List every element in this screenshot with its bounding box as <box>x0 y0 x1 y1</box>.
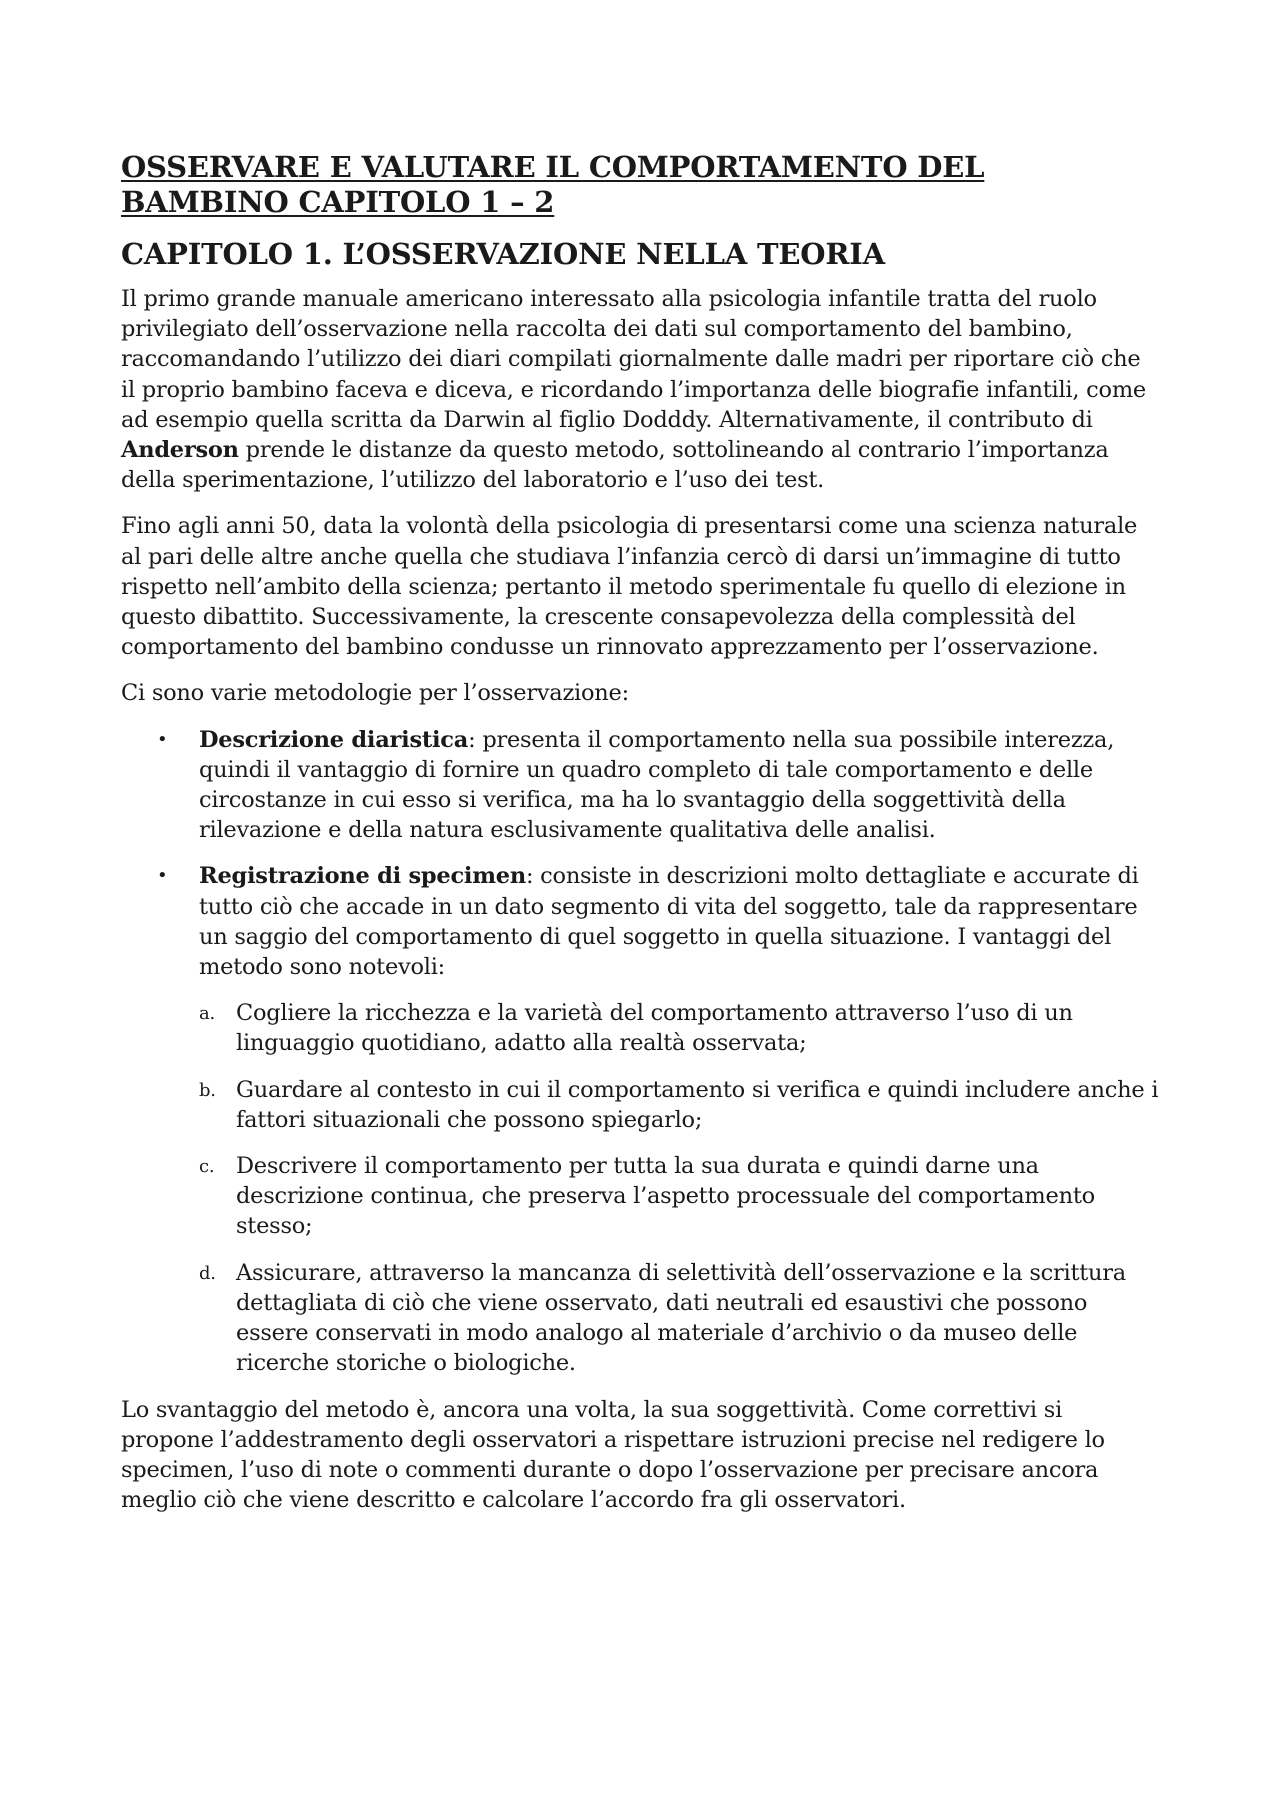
list-item <box>121 861 1161 1378</box>
list-item <box>199 1258 1161 1379</box>
list-item <box>199 998 1161 1058</box>
advantage-text: Descrivere il comportamento per tutta la sua durata e quindi darne una descrizione continua, che preserva l’aspetto processuale del comportamento stesso; <box>236 1153 1095 1240</box>
paragraph-intro-start: Il primo grande manuale americano interessato alla psicologia infantile tratta del ruolo privilegiato dell’osservazione nella raccolta dei dati sul comportamento del bambino, raccomandando l’utilizzo dei diari compilati giornalmente dalle madri per riportare ciò che il proprio bambino faceva e diceva, e ricordando l’importanza delle biografie infantili, come ad esempio quella scritta da Darwin al figlio Dodddy. Alternativamente, il contributo di <box>121 286 1146 433</box>
list-item <box>199 1075 1161 1135</box>
chapter-title: CAPITOLO 1. L’OSSERVAZIONE NELLA TEORIA <box>121 237 885 271</box>
method-term: Registrazione di specimen <box>199 863 526 890</box>
paragraph-methods-intro: Ci sono varie metodologie per l’osservazione: <box>121 680 629 707</box>
bullet-icon: • <box>157 865 168 887</box>
bullet-icon: • <box>157 728 168 750</box>
method-term: Descrizione diaristica <box>199 726 469 753</box>
method-text: : presenta il comportamento nella sua possibile interezza, quindi il vantaggio di fornire un quadro completo di tale comportamento e delle circostanze in cui esso si verifica, ma ha lo svantaggio della soggettività della rilevazione e della natura esclusivamente qualitativa delle analisi. <box>199 726 1115 844</box>
list-letter: d. <box>199 1262 216 1284</box>
list-letter: c. <box>199 1156 215 1178</box>
list-item <box>121 725 1161 846</box>
document-title-line-1: OSSERVARE E VALUTARE IL COMPORTAMENTO DEL <box>121 150 985 184</box>
methods-list <box>121 725 1161 1379</box>
paragraph-closing: Lo svantaggio del metodo è, ancora una volta, la sua soggettività. Come correttivi si propone l’addestramento degli osservatori a rispettare istruzioni precise nel redigere lo specimen, l’uso di note o commenti durante o dopo l’osservazione per precisare ancora meglio ciò che viene descritto e calcolare l’accordo fra gli osservatori. <box>121 1396 1105 1514</box>
document-page <box>121 150 1161 1531</box>
paragraph-intro-end: prende le distanze da questo metodo, sottolineando al contrario l’importanza della sperimentazione, l’utilizzo del laboratorio e l’uso dei test. <box>121 437 1109 494</box>
advantages-list <box>199 998 1161 1378</box>
document-title-line-2: BAMBINO CAPITOLO 1 – 2 <box>121 185 555 219</box>
paragraph-intro <box>121 284 1161 495</box>
advantage-text: Cogliere la ricchezza e la varietà del comportamento attraverso l’uso di un linguaggio quotidiano, adatto alla realtà osservata; <box>236 1000 1073 1057</box>
list-letter: a. <box>199 1003 215 1025</box>
paragraph-intro-bold: Anderson <box>121 437 239 464</box>
method-text: : consiste in descrizioni molto dettagliate e accurate di tutto ciò che accade in un dato segmento di vita del soggetto, tale da rappresentare un saggio del comportamento di quel soggetto in quella situazione. I vantaggi del metodo sono notevoli: <box>199 863 1139 981</box>
paragraph-history: Fino agli anni 50, data la volontà della psicologia di presentarsi come una scienza naturale al pari delle altre anche quella che studiava l’infanzia cercò di darsi un’immagine di tutto rispetto nell’ambito della scienza; pertanto il metodo sperimentale fu quello di elezione in questo dibattito. Successivamente, la crescente consapevolezza della complessità del comportamento del bambino condusse un rinnovato apprezzamento per l’osservazione. <box>121 513 1138 661</box>
advantage-text: Guardare al contesto in cui il comportamento si verifica e quindi includere anche i fattori situazionali che possono spiegarlo; <box>236 1076 1159 1133</box>
document-title <box>121 150 1161 220</box>
list-letter: b. <box>199 1079 216 1101</box>
list-item <box>199 1151 1161 1242</box>
advantage-text: Assicurare, attraverso la mancanza di selettività dell’osservazione e la scrittura dettagliata di ciò che viene osservato, dati neutrali ed esaustivi che possono essere conservati in modo analogo al materiale d’archivio o da museo delle ricerche storiche o biologiche. <box>236 1259 1126 1377</box>
